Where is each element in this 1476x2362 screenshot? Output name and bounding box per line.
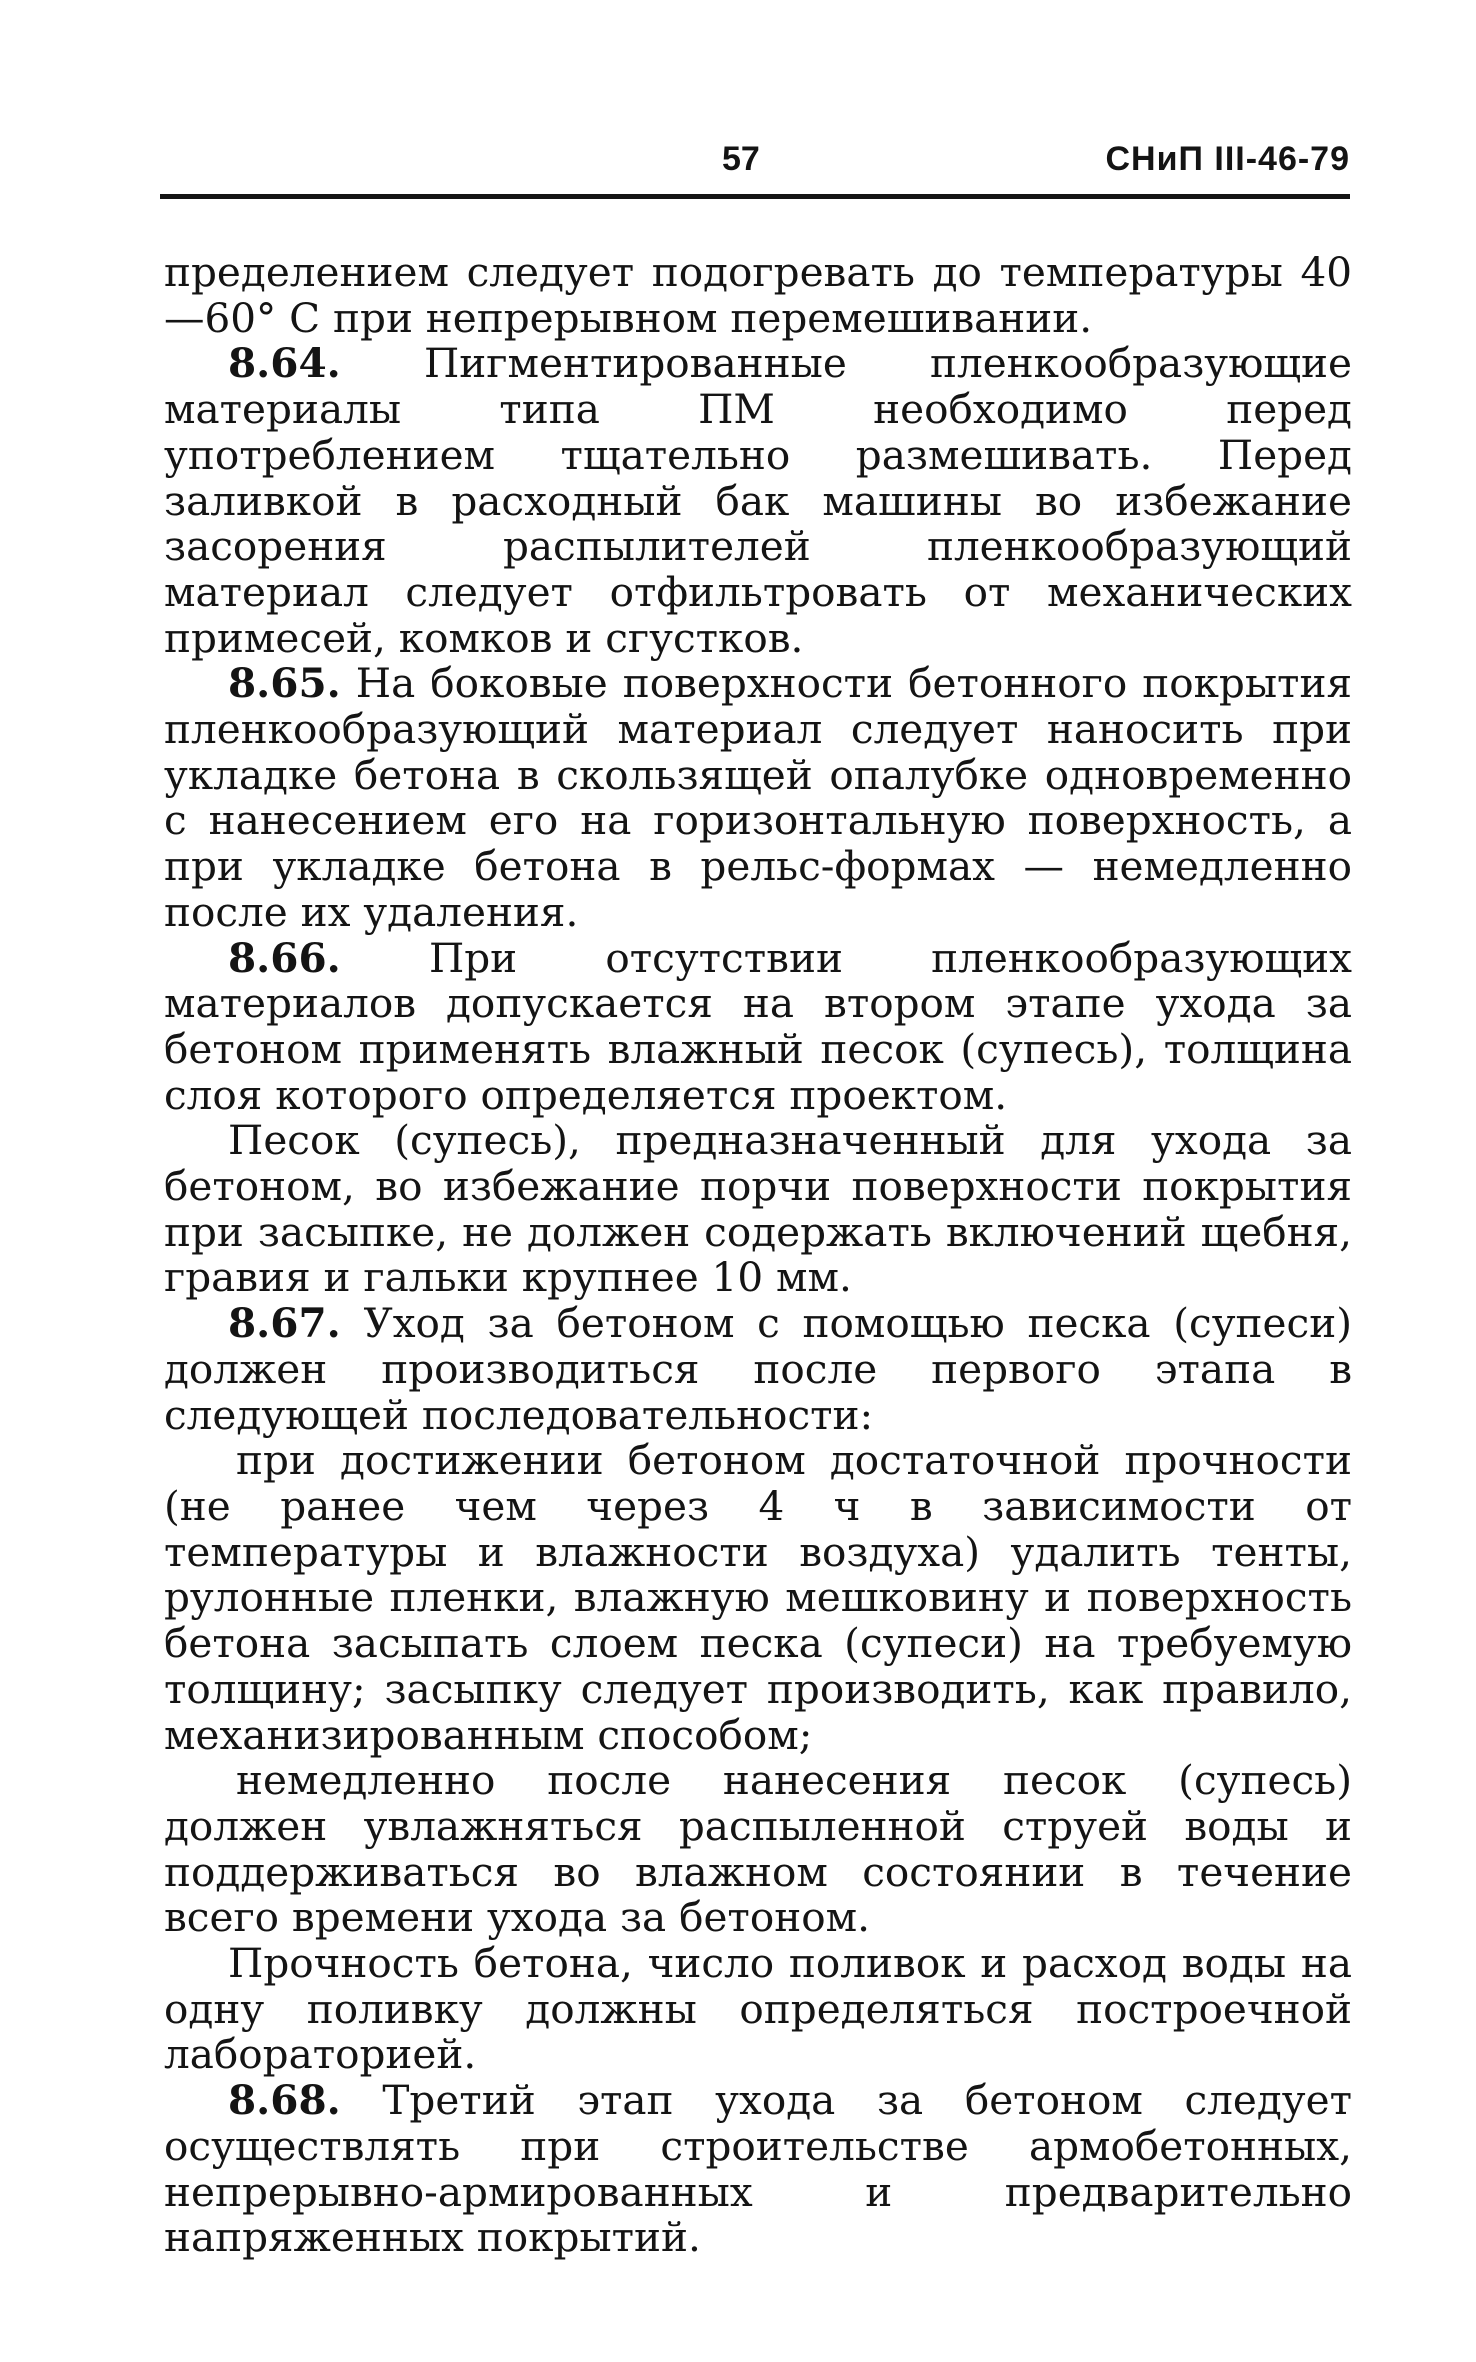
paragraph-number: 8.66. <box>228 933 341 982</box>
paragraph-step-1 <box>164 1438 1352 1758</box>
paragraph-8-66 <box>164 933 1352 1119</box>
paragraph-strength <box>164 1941 1352 2078</box>
paragraph-text: Уход за бетоном с помощью песка (супеси) должен производиться после первого этапа в следующей последовательности: <box>164 1299 1352 1439</box>
paragraph-8-64 <box>164 341 1352 661</box>
paragraph-continuation <box>164 250 1352 341</box>
paragraph-text: при достижении бетоном достаточной прочности (не ранее чем через 4 ч в зависимости от температуры и влажности воздуха) удалить тенты, рулонные пленки, влажную мешковину и поверхность бетона засыпать слоем песка (супеси) на требуемую толщину; засыпку следует производить, как правило, механизированным способом; <box>164 1436 1352 1759</box>
paragraph-text: Пигментированные пленкообразующие материалы типа ПМ необходимо перед употреблением тщательно размешивать. Перед заливкой в расходный бак машины во избежание засорения распылителей пленкообразующий материал следует отфильтровать от механических примесей, комков и сгустков. <box>164 339 1352 662</box>
paragraph-step-2 <box>164 1758 1352 1941</box>
paragraph-text: пределением следует подогревать до температуры 40—60° С при непрерывном перемешивании. <box>164 248 1352 342</box>
paragraph-8-65 <box>164 661 1352 935</box>
paragraph-text: Третий этап ухода за бетоном следует осуществлять при строительстве армобетонных, непрерывно-армированных и предварительно напряженных покрытий. <box>164 2076 1352 2262</box>
paragraph-text: немедленно после нанесения песок (супесь) должен увлажняться распыленной струей воды и поддерживаться во влажном состоянии в течение всего времени ухода за бетоном. <box>164 1756 1352 1942</box>
page-number: 57 <box>722 140 760 178</box>
paragraph-sand <box>164 1118 1352 1301</box>
paragraph-number: 8.68. <box>228 2076 341 2125</box>
paragraph-text: Прочность бетона, число поливок и расход воды на одну поливку должны определяться построечной лабораторией. <box>164 1939 1352 2079</box>
document-code: СНиП III-46-79 <box>1105 140 1350 178</box>
body-text <box>164 250 1352 2261</box>
paragraph-text: На боковые поверхности бетонного покрытия пленкообразующий материал следует наносить при укладке бетона в скользящей опалубке одновременно с нанесением его на горизонтальную поверхность, а при укладке бетона в рельс-формах — немедленно после их удаления. <box>164 659 1353 936</box>
paragraph-text: При отсутствии пленкообразующих материалов допускается на втором этапе ухода за бетоном применять влажный песок (супесь), толщина слоя которого определяется проектом. <box>164 933 1352 1119</box>
paragraph-number: 8.67. <box>228 1299 341 1348</box>
header-rule <box>160 194 1350 199</box>
page-header <box>166 140 1350 192</box>
paragraph-8-68 <box>164 2078 1352 2261</box>
paragraph-number: 8.65. <box>228 659 341 708</box>
paragraph-number: 8.64. <box>228 339 341 388</box>
paragraph-8-67 <box>164 1301 1352 1438</box>
paragraph-text: Песок (супесь), предназначенный для ухода за бетоном, во избежание порчи поверхности покрытия при засыпке, не должен содержать включений щебня, гравия и гальки крупнее 10 мм. <box>164 1116 1352 1302</box>
